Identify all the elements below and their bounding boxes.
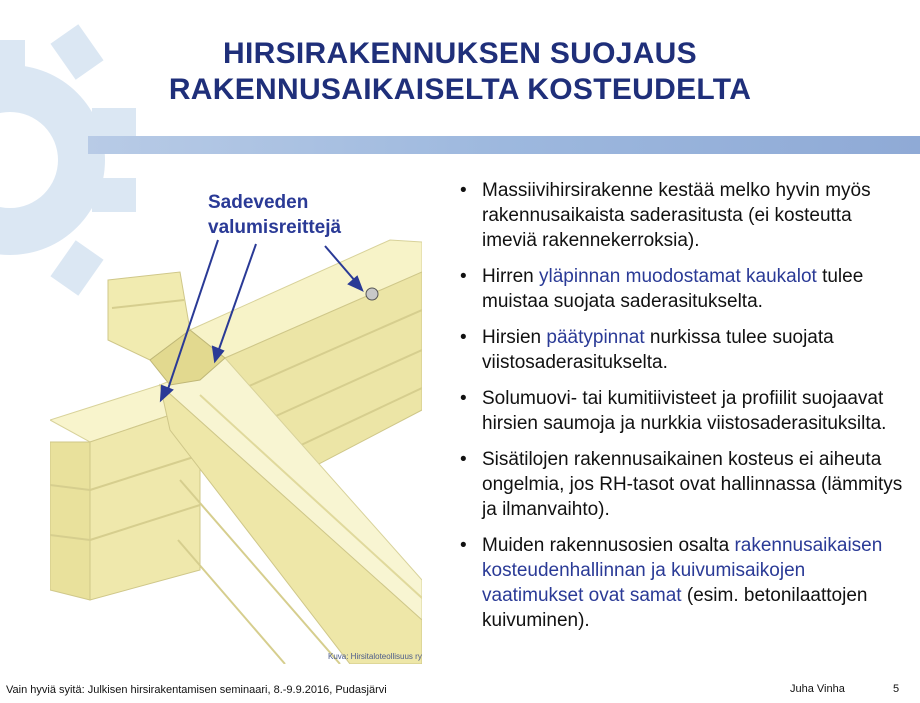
left-log-front — [50, 442, 90, 600]
title-underline-band — [88, 136, 920, 154]
highlighted-text: rakennusaikaisen kosteudenhallinnan ja kuivumisaikojen vaatimukset ovat samat — [482, 535, 883, 606]
figure-label-line-1: Sadeveden — [208, 192, 309, 213]
figure-label-line-2: valumisreittejä — [208, 217, 342, 238]
bullet-dot-icon: • — [460, 449, 467, 470]
bullet-text: Sisätilojen rakennusaikainen kosteus ei aiheuta ongelmia, jos RH-tasot ovat hallinnassa (lämmitys ja ilmanvaihto). — [482, 449, 903, 520]
bullet-text: (esim. betonilaattojen kuivuminen). — [482, 585, 868, 631]
hole-marker — [366, 288, 378, 300]
footer-event: Vain hyviä syitä: Julkisen hirsirakentamisen seminaari, 8.-9.9.2016, Pudasjärvi — [6, 684, 387, 696]
page-number: 5 — [893, 683, 900, 695]
bullet-item — [458, 325, 908, 375]
bullet-dot-icon: • — [460, 266, 467, 287]
bullet-text: Muiden rakennusosien osalta — [482, 535, 735, 556]
bullet-item — [458, 533, 908, 633]
bullet-text: Solumuovi- tai kumitiivisteet ja profiilit suojaavat hirsien saumoja ja nurkkia viistosaderasituksilta. — [482, 388, 887, 434]
figure-label — [208, 190, 341, 240]
highlighted-text: yläpinnan muodostamat kaukalot — [539, 266, 817, 287]
slide-title — [0, 36, 920, 108]
bullet-text: Hirren — [482, 266, 540, 287]
bullet-dot-icon: • — [460, 327, 467, 348]
footer-author: Juha Vinha — [790, 683, 845, 695]
bullet-list — [458, 178, 908, 644]
bullet-item — [458, 447, 908, 522]
highlighted-text: päätypinnat — [546, 327, 645, 348]
bullet-text: Hirsien — [482, 327, 547, 348]
bullet-item — [458, 178, 908, 253]
log-corner-illustration — [50, 180, 422, 664]
bullet-text: nurkissa tulee suojata viistosaderasitukselta. — [482, 327, 834, 373]
title-line-1: HIRSIRAKENNUKSEN SUOJAUS — [223, 37, 697, 70]
title-line-2: RAKENNUSAIKAISELTA KOSTEUDELTA — [168, 73, 752, 106]
bullet-dot-icon: • — [460, 180, 467, 201]
bullet-item — [458, 264, 908, 314]
bullet-item — [458, 386, 908, 436]
bullet-text: tulee muistaa suojata saderasitukselta. — [482, 266, 864, 312]
bullet-text: Massiivihirsirakenne kestää melko hyvin myös rakennusaikaista saderasitusta (ei kosteutta imeviä rakennekerroksia). — [482, 180, 871, 251]
bullet-dot-icon: • — [460, 388, 467, 409]
figure-credit: Kuva: Hirsitaloteollisuus ry — [328, 652, 422, 661]
bullet-dot-icon: • — [460, 535, 467, 556]
